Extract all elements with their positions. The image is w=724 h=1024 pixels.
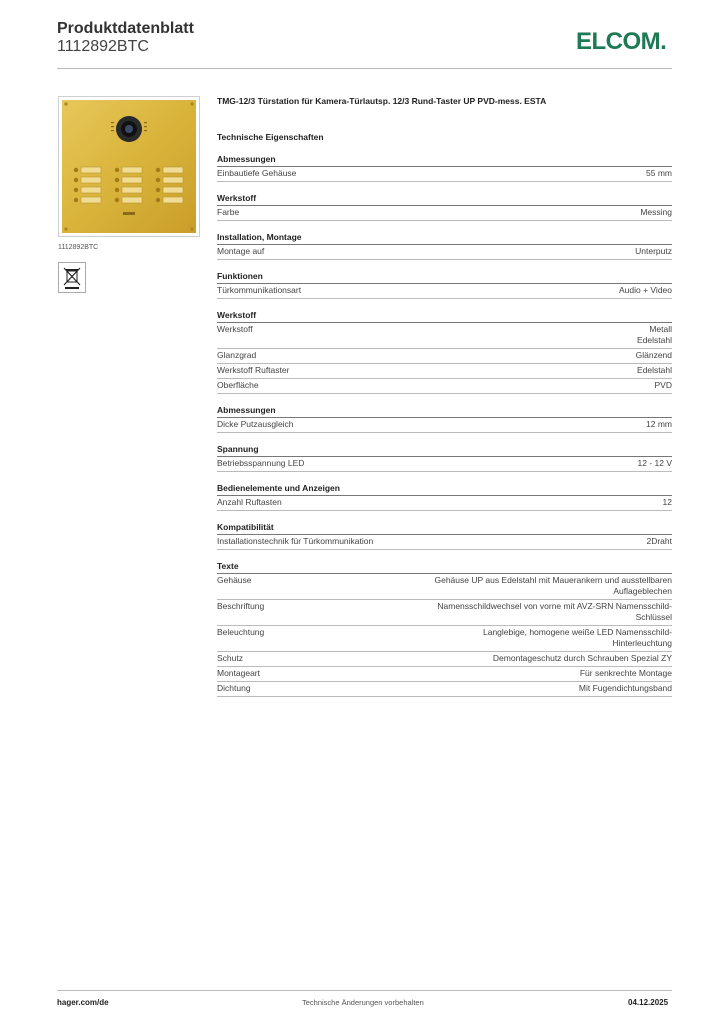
- property-row: [217, 652, 672, 667]
- property-value: Messing: [640, 207, 672, 217]
- group-heading: Werkstoff: [217, 310, 672, 323]
- property-value: Für senkrechte Montage: [579, 668, 672, 678]
- property-group: [217, 444, 672, 472]
- property-label: Installationstechnik für Türkommunikation: [217, 536, 374, 546]
- group-heading: Funktionen: [217, 271, 672, 284]
- property-group: [217, 483, 672, 511]
- page-title: Produktdatenblatt: [57, 20, 194, 37]
- group-heading: Abmessungen: [217, 405, 672, 418]
- property-row: [217, 667, 672, 682]
- property-value: PVD: [654, 380, 672, 390]
- product-title: TMG-12/3 Türstation für Kamera-Türlautsp. 12/3 Rund-Taster UP PVD-mess. ESTA: [217, 96, 547, 106]
- property-row: [217, 284, 672, 299]
- property-label: Gehäuse: [217, 575, 252, 585]
- group-heading: Kompatibilität: [217, 522, 672, 535]
- content: [217, 96, 672, 708]
- property-group: [217, 193, 672, 221]
- property-label: Werkstoff: [217, 324, 253, 334]
- image-caption: 1112892BTC: [58, 244, 99, 251]
- property-value: Metall Edelstahl: [637, 324, 672, 345]
- properties-list: [217, 154, 672, 697]
- property-label: Beschriftung: [217, 601, 265, 611]
- property-label: Anzahl Ruftasten: [217, 497, 282, 507]
- footer-disclaimer: Technische Änderungen vorbehalten: [302, 998, 424, 1007]
- footer-divider: [57, 990, 672, 991]
- property-value: Edelstahl: [637, 365, 672, 375]
- property-row: [217, 682, 672, 697]
- footer-website: hager.com/de: [57, 998, 109, 1007]
- property-row: [217, 574, 672, 600]
- property-row: [217, 245, 672, 260]
- property-label: Dichtung: [217, 683, 251, 693]
- property-group: [217, 271, 672, 299]
- property-value: Audio + Video: [618, 285, 672, 295]
- group-heading: Spannung: [217, 444, 672, 457]
- property-label: Oberfläche: [217, 380, 259, 390]
- group-heading: Abmessungen: [217, 154, 672, 167]
- property-label: Montageart: [217, 668, 260, 678]
- property-value: 12 - 12 V: [637, 458, 672, 468]
- property-group: [217, 232, 672, 260]
- property-row: [217, 626, 672, 652]
- property-row: [217, 364, 672, 379]
- property-label: Farbe: [217, 207, 240, 217]
- property-row: [217, 206, 672, 221]
- property-row: [217, 349, 672, 364]
- property-row: [217, 457, 672, 472]
- section-heading: Technische Eigenschaften: [217, 132, 324, 142]
- property-value: Gehäuse UP aus Edelstahl mit Mauerankern und ausstellbaren Auflageblechen: [434, 575, 672, 596]
- property-label: Dicke Putzausgleich: [217, 419, 294, 429]
- property-value: 55 mm: [646, 168, 672, 178]
- group-heading: Werkstoff: [217, 193, 672, 206]
- property-value: 2Draht: [646, 536, 672, 546]
- property-value: 12: [662, 497, 672, 507]
- property-value: Mit Fugendichtungsband: [578, 683, 672, 693]
- group-heading: Texte: [217, 561, 672, 574]
- property-value: Namensschildwechsel von vorne mit AVZ-SRN Namensschild- Schlüssel: [437, 601, 672, 622]
- property-group: [217, 154, 672, 182]
- property-group: [217, 310, 672, 394]
- group-heading: Installation, Montage: [217, 232, 672, 245]
- elcom-logo: ELCOM.: [576, 28, 667, 55]
- property-group: [217, 561, 672, 697]
- property-row: [217, 323, 672, 349]
- property-row: [217, 600, 672, 626]
- product-image: [58, 96, 200, 237]
- header-divider: [57, 68, 672, 69]
- property-value: Glänzend: [635, 350, 672, 360]
- property-row: [217, 167, 672, 182]
- property-label: Montage auf: [217, 246, 265, 256]
- property-label: Beleuchtung: [217, 627, 265, 637]
- product-code: 1112892BTC: [57, 38, 149, 55]
- property-row: [217, 379, 672, 394]
- property-label: Werkstoff Ruftaster: [217, 365, 290, 375]
- property-group: [217, 405, 672, 433]
- property-label: Türkommunikationsart: [217, 285, 302, 295]
- weee-crossed-bin-icon: [58, 262, 86, 293]
- property-value: Unterputz: [635, 246, 672, 256]
- property-label: Betriebsspannung LED: [217, 458, 305, 468]
- property-label: Einbautiefe Gehäuse: [217, 168, 297, 178]
- property-value: 12 mm: [646, 419, 672, 429]
- property-group: [217, 522, 672, 550]
- footer-date: 04.12.2025: [628, 998, 669, 1007]
- property-row: [217, 496, 672, 511]
- property-row: [217, 535, 672, 550]
- group-heading: Bedienelemente und Anzeigen: [217, 483, 672, 496]
- property-row: [217, 418, 672, 433]
- property-label: Schutz: [217, 653, 243, 663]
- property-value: Langlebige, homogene weiße LED Namensschild- Hinterleuchtung: [483, 627, 672, 648]
- property-value: Demontageschutz durch Schrauben Spezial ZY: [492, 653, 672, 663]
- property-label: Glanzgrad: [217, 350, 257, 360]
